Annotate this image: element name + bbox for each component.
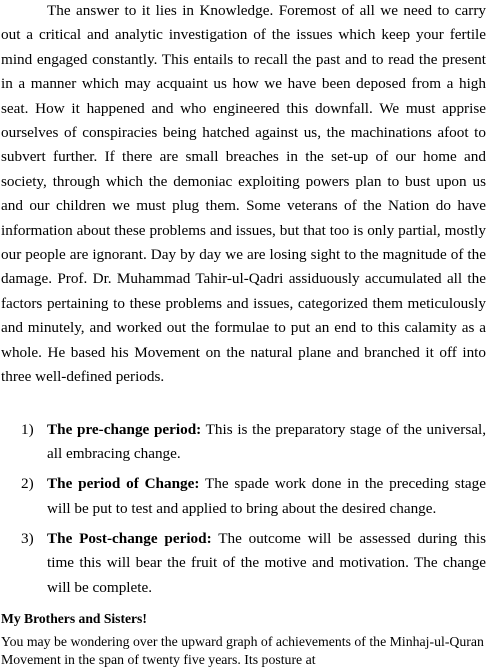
list-item-text: The outcome will be assessed during this time this will bear the fruit of the motive and motivation. The change will be complete. xyxy=(47,529,486,596)
intro-paragraph: The answer to it lies in Knowledge. Foremost of all we need to carry out a critical and analytic investigation of the issues which keep your fertile mind engaged constantly. This entails to recall the past and to read the present in a manner which may acquaint us how we have been deposed from a high seat. How it happened and who engineered this downfall. We must apprise ourselves of conspiracies being hatched against us, the machinations afoot to subvert further. If there are small breaches in the set-up of our home and society, through which the demoniac exploiting powers plan to bust upon us and our children we must plug them. Some veterans of the Nation do have information about these problems and issues, but that too is only partial, mostly our people are ignorant. Day by day we are losing sight to the magnitude of the damage. Prof. Dr. Muhammad Tahir-ul-Qadri assiduously accumulated all the factors pertaining to these problems and issues, categorized them meticulously and minutely, and worked out the formulae to put an end to this calamity as a whole. He based his Movement on the natural plane and branched it off into three well-defined periods. xyxy=(1,2,486,386)
list-item-number: 1) xyxy=(21,421,34,438)
list-item-number: 2) xyxy=(21,475,34,493)
list-item-text: This is the preparatory stage of the universal, all embracing change. xyxy=(47,421,486,463)
list-item xyxy=(0,527,486,600)
periods-list xyxy=(0,418,486,606)
list-item-number: 3) xyxy=(21,529,34,547)
list-item-term: The Post-change period: xyxy=(47,529,212,547)
list-item xyxy=(0,472,486,521)
list-item-text: The spade work done in the preceding stage will be put to test and applied to bring about the desired change. xyxy=(47,475,486,517)
list-item xyxy=(0,418,486,467)
list-item-term: The period of Change: xyxy=(47,475,200,493)
section-heading: My Brothers and Sisters! xyxy=(1,611,147,626)
list-item-term: The pre-change period: xyxy=(47,421,202,438)
closing-paragraph: You may be wondering over the upward graph of achievements of the Minhaj-ul-Quran Movement in the span of twenty five years. Its posture at xyxy=(1,634,484,667)
